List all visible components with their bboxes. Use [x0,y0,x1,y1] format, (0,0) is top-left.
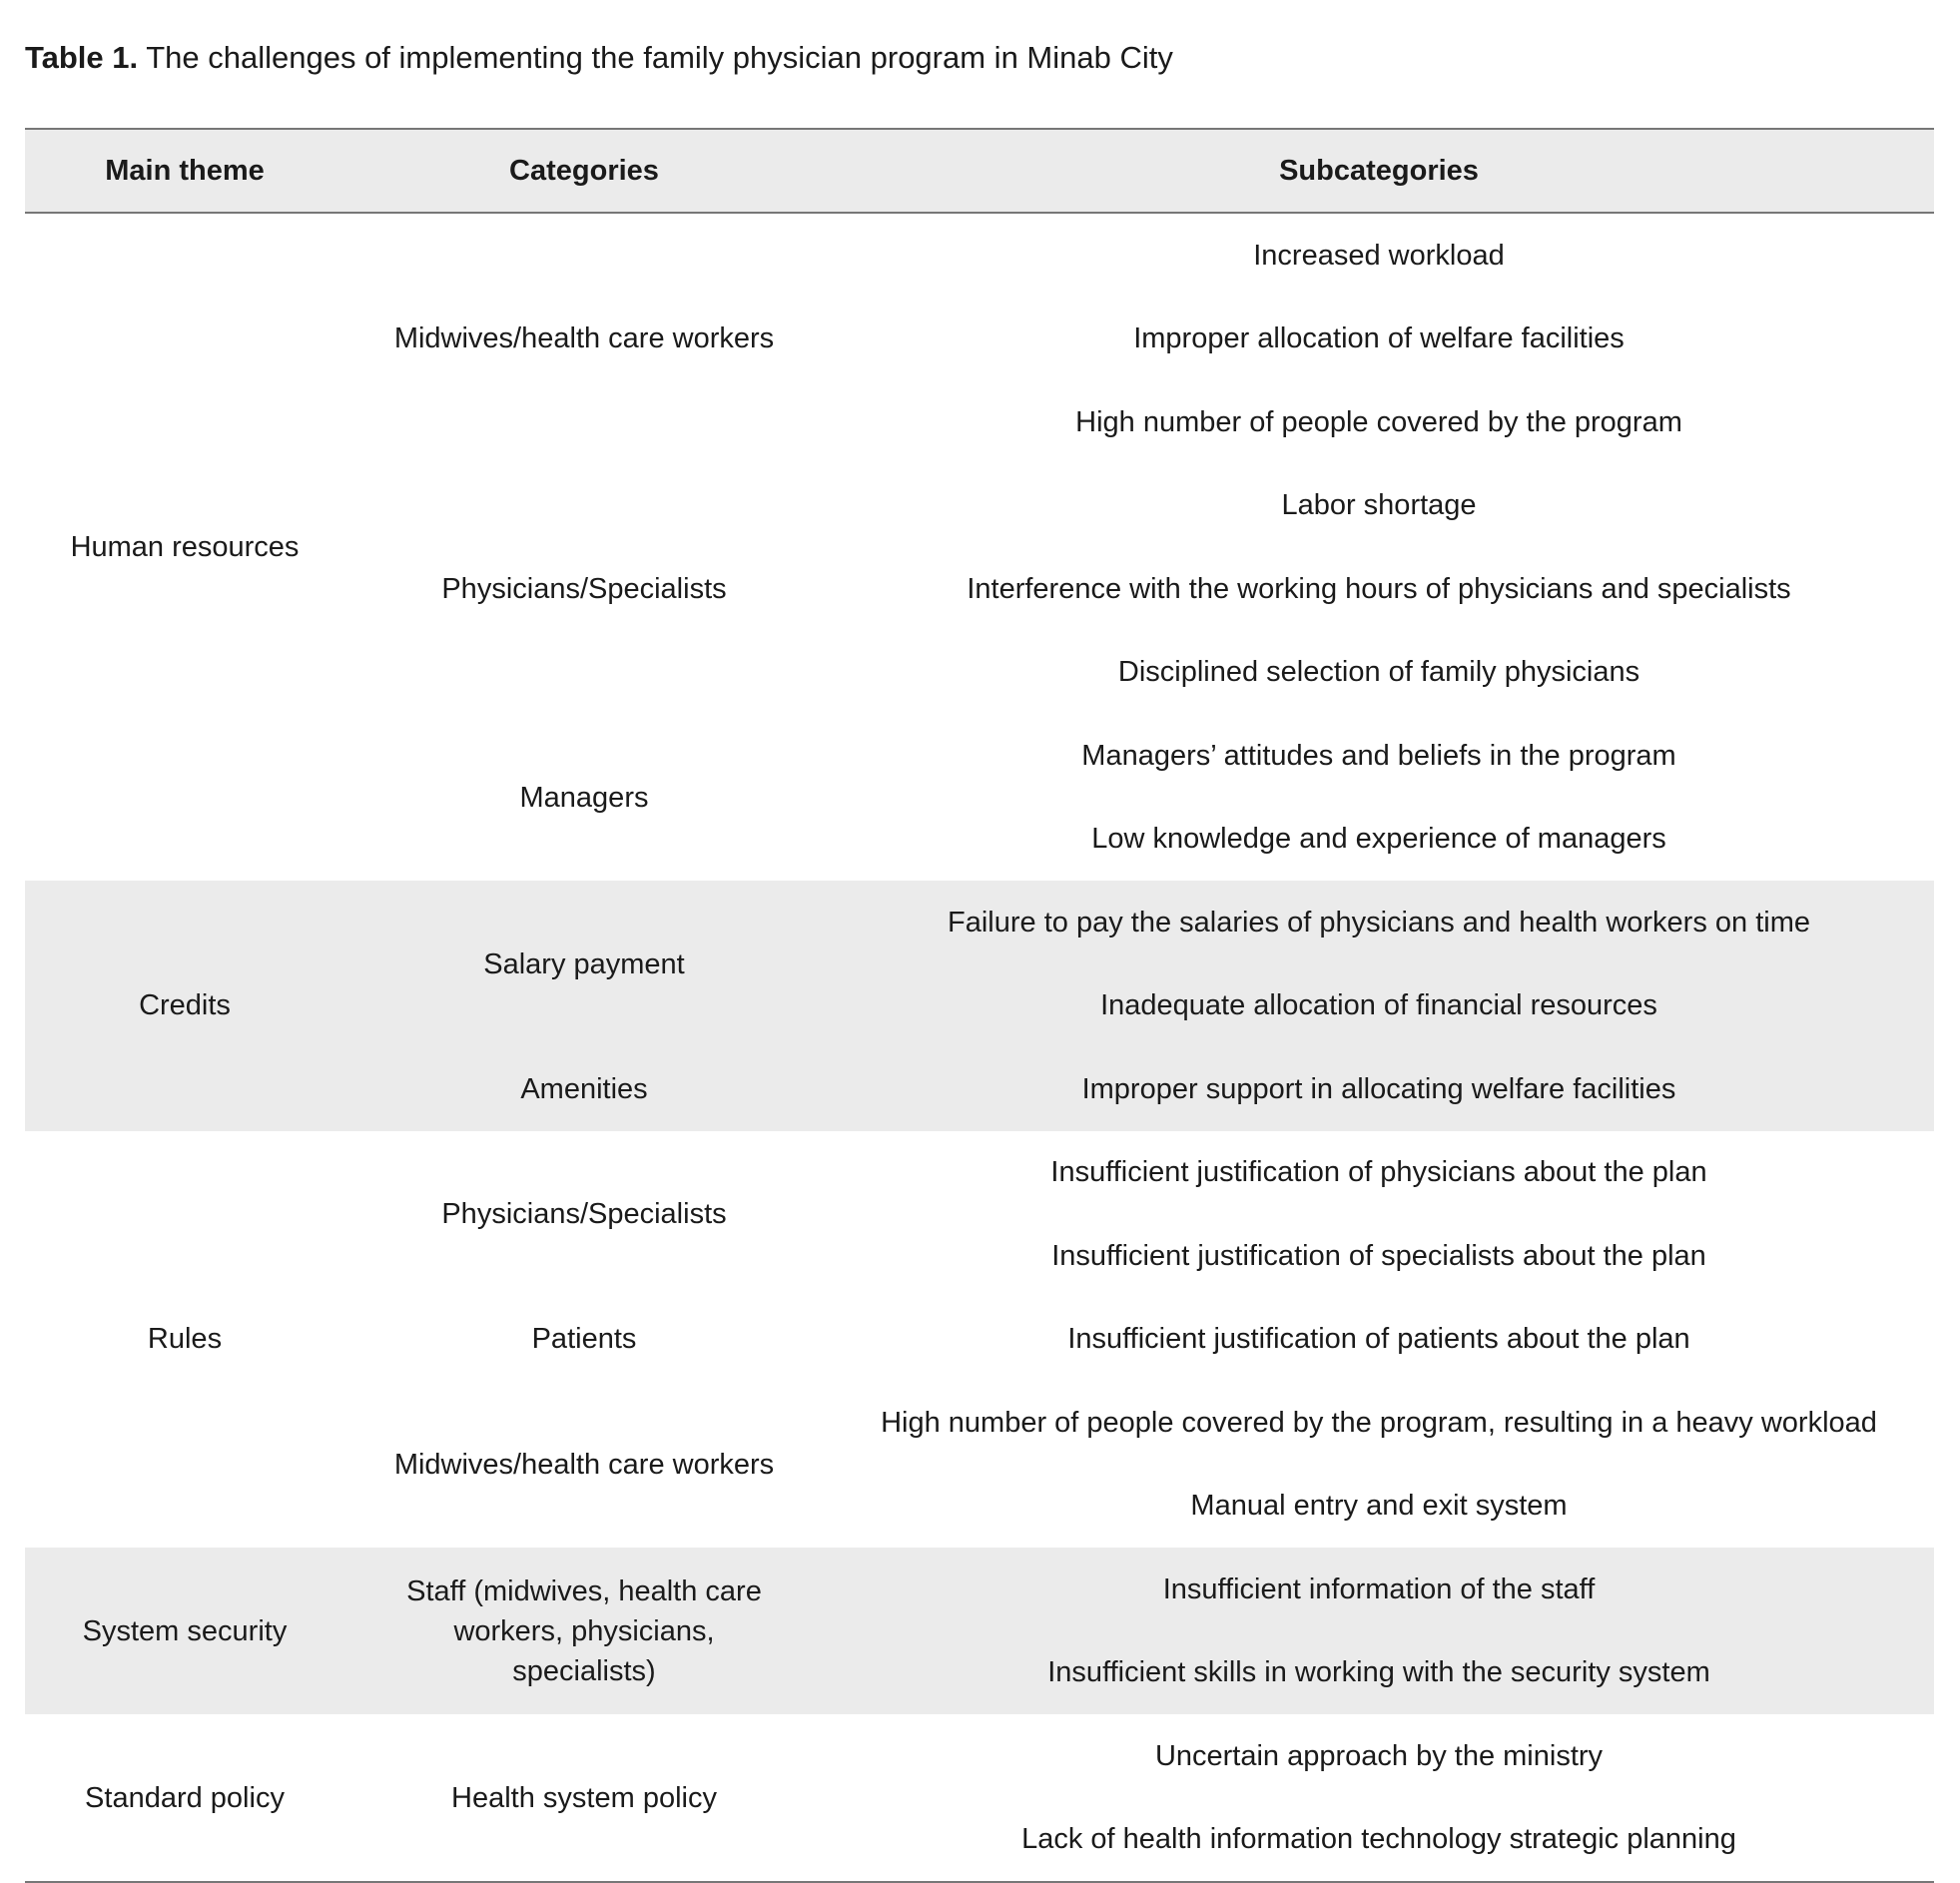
subcategory-cell: Managers’ attitudes and beliefs in the program [1081,739,1676,772]
subcategory-cell: Insufficient justification of patients about the plan [1067,1323,1690,1356]
table-row [25,1131,1934,1215]
category-cell: Amenities [344,1047,824,1131]
subcategory-cell: High number of people covered by the program [1075,405,1682,438]
subcategory-cell: Uncertain approach by the ministry [1154,1739,1604,1772]
category-cell: Physicians/Specialists [441,1198,727,1230]
header-subcategories: Subcategories [824,129,1934,213]
main-theme-cell: Credits [25,881,344,1131]
category-cell: Staff (midwives, health care workers, physicians, specialists) [344,1548,824,1714]
subcategory-cell: Increased workload [1253,239,1505,272]
main-theme-cell: Standard policy [85,1781,285,1814]
header-categories: Categories [344,129,824,213]
category-cell: Salary payment [344,881,824,1047]
table-body [25,213,1934,1882]
main-theme-cell: System security [25,1548,344,1714]
table-container [25,128,1934,1883]
subcategory-cell: Labor shortage [1281,489,1477,522]
subcategory-cell: Inadequate allocation of financial resources [824,964,1934,1048]
header-row [25,129,1934,213]
caption-label: Table 1. [25,40,139,75]
subcategory-cell: Insufficient information of the staff [824,1548,1934,1631]
subcategory-cell: High number of people covered by the program, resulting in a heavy workload [881,1406,1877,1439]
caption-text: The challenges of implementing the family physician program in Minab City [146,40,1173,75]
main-theme-cell: Human resources [70,531,300,563]
subcategory-cell: Improper allocation of welfare facilities [1133,322,1625,355]
subcategory-cell: Insufficient skills in working with the security system [824,1631,1934,1715]
table-caption [25,38,1173,78]
header-main-theme: Main theme [25,129,344,213]
challenges-table [25,128,1934,1883]
subcategory-cell: Manual entry and exit system [1190,1490,1568,1523]
subcategory-cell: Lack of health information technology strategic planning [1021,1823,1736,1856]
category-cell: Midwives/health care workers [393,322,775,355]
subcategory-cell: Insufficient justification of specialists about the plan [1051,1239,1706,1272]
main-theme-cell: Rules [147,1323,223,1356]
category-cell: Health system policy [451,1781,717,1814]
subcategory-cell: Interference with the working hours of physicians and specialists [967,572,1791,605]
category-cell: Managers [519,781,649,814]
subcategory-cell: Disciplined selection of family physicians [1117,656,1640,689]
table-row [25,1548,1934,1631]
subcategory-cell: Insufficient justification of physicians about the plan [1050,1156,1707,1189]
subcategory-cell: Improper support in allocating welfare facilities [824,1047,1934,1131]
category-cell: Midwives/health care workers [393,1448,775,1481]
table-row [25,881,1934,964]
subcategory-cell: Low knowledge and experience of managers [1091,823,1666,856]
category-cell: Physicians/Specialists [441,572,727,605]
category-cell: Patients [531,1323,637,1356]
table-row [25,1714,1934,1798]
subcategory-cell: Failure to pay the salaries of physicians and health workers on time [824,881,1934,964]
table-row [25,213,1934,298]
